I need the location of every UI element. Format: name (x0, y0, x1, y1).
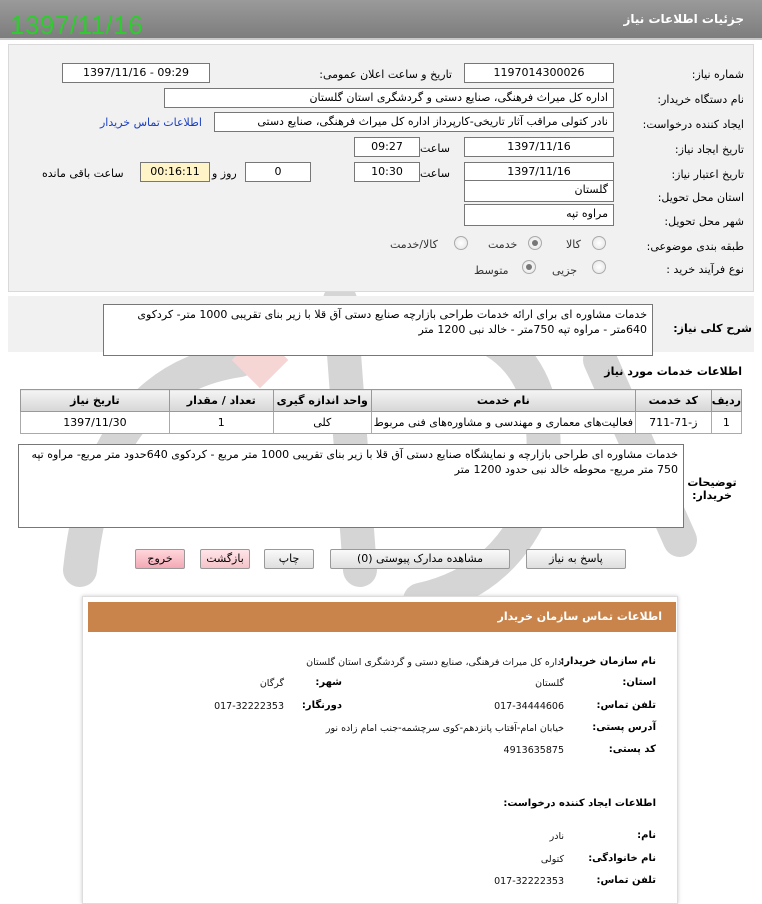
city-label-c: شهر: (315, 677, 342, 688)
date-stamp: 1397/11/16 (10, 10, 144, 40)
cell-unit: کلی (273, 412, 371, 434)
address-label: آدرس پستی: (592, 722, 656, 733)
created-date-label: تاریخ ایجاد نیاز: (674, 143, 744, 156)
created-time-label: ساعت (420, 142, 450, 155)
col-unit: واحد اندازه گیری (273, 390, 371, 412)
summary-text: خدمات مشاوره ای برای ارائه خدمات طراحی بازارچه صنایع دستی آق قلا با زیر بنای تقریبی 1000 متر- کردکوی 640متر - مراوه تپه 750متر - خالد نبی 1200 متر (103, 304, 653, 356)
buyer-notes-text: خدمات مشاوره ای طراحی بازارچه و نمایشگاه صنایع دستی آق قلا با زیر بنای تقریبی 1000 متر مربع - کردکوی 640حدود متر مربع- مراوه تپه 750 متر مربع- محوطه خالد نبی حدود 1200 متر (18, 444, 684, 528)
reply-button[interactable]: پاسخ به نیاز (526, 549, 626, 569)
postal-value: 4913635875 (503, 745, 564, 756)
cell-qty: 1 (169, 412, 273, 434)
contact-card-title: اطلاعات تماس سازمان خریدار (497, 610, 662, 623)
name-label: نام: (637, 830, 656, 841)
col-code: کد خدمت (635, 390, 711, 412)
summary-label: شرح کلی نیاز: (673, 322, 752, 335)
process-label: نوع فرآیند خرید : (666, 263, 744, 276)
province-field: گلستان (464, 180, 614, 202)
process-medium-radio[interactable] (522, 260, 536, 274)
cell-date: 1397/11/30 (21, 412, 170, 434)
col-qty: تعداد / مقدار (169, 390, 273, 412)
category-goods-text: کالا (566, 238, 581, 251)
address-value: خیابان امام-آفتاب پانزدهم-کوی سرچشمه-جنب امام زاده نور (325, 723, 564, 734)
category-label: طبقه بندی موضوعی: (646, 240, 744, 253)
creator-phone-value: 017-32222353 (494, 876, 564, 887)
services-header-row (21, 390, 742, 412)
services-table (20, 389, 742, 434)
cell-row: 1 (711, 412, 741, 434)
announce-field: 1397/11/16 - 09:29 (62, 63, 210, 83)
province-value-c: گلستان (535, 678, 564, 689)
creator-info-title: اطلاعات ایجاد کننده درخواست: (503, 798, 656, 809)
org-label: نام سازمان خریدار: (560, 656, 656, 667)
family-label: نام خانوادگی: (588, 853, 656, 864)
buyer-field: اداره کل میراث فرهنگی، صنایع دستی و گردشگری استان گلستان (164, 88, 614, 108)
days-field: 0 (245, 162, 311, 182)
announce-label: تاریخ و ساعت اعلان عمومی: (319, 68, 452, 81)
family-value: کتولی (540, 854, 564, 865)
contact-card-header (88, 602, 676, 632)
category-service-text: خدمت (488, 238, 518, 251)
validity-label: تاریخ اعتبار نیاز: (671, 168, 744, 181)
creator-field: نادر کتولی مراقب آثار تاریخی-کارپرداز اداره کل میراث فرهنگی، صنایع دستی (214, 112, 614, 132)
attachments-button[interactable]: مشاهده مدارک پیوستی (0) (330, 549, 510, 569)
org-value: اداره کل میراث فرهنگی، صنایع دستی و گردشگری استان گلستان (306, 657, 564, 668)
need-number-label: شماره نیاز: (691, 68, 744, 81)
process-minor-text: جزیی (552, 264, 578, 277)
city-value-c: گرگان (259, 678, 284, 689)
fax-label: دورنگار: (301, 700, 342, 711)
col-name: نام خدمت (371, 390, 635, 412)
services-title: اطلاعات خدمات مورد نیاز (604, 365, 742, 378)
phone-value: 017-34444606 (494, 701, 564, 712)
buyer-contact-link[interactable]: اطلاعات تماس خریدار (100, 116, 202, 129)
days-label: روز و (212, 167, 237, 180)
remaining-label: ساعت باقی مانده (42, 167, 124, 180)
category-both-radio[interactable] (454, 236, 468, 250)
validity-date-field: 1397/11/16 (464, 162, 614, 182)
table-row (21, 412, 742, 434)
col-date: تاریخ نیاز (21, 390, 170, 412)
cell-name: فعالیت‌های معماری و مهندسی و مشاوره‌های فنی مربوط (371, 412, 635, 434)
exit-button[interactable]: خروج (135, 549, 185, 569)
category-goods-radio[interactable] (592, 236, 606, 250)
buyer-label: نام دستگاه خریدار: (657, 93, 744, 106)
created-date-field: 1397/11/16 (464, 137, 614, 157)
phone-label: تلفن تماس: (596, 700, 656, 711)
cell-code: ز-71-711 (635, 412, 711, 434)
creator-label: ایجاد کننده درخواست: (642, 118, 744, 131)
process-medium-text: متوسط (474, 264, 509, 277)
name-value: نادر (549, 831, 564, 842)
validity-time-field: 10:30 (354, 162, 420, 182)
city-field: مراوه تپه (464, 204, 614, 226)
buyer-notes-label: توضیحات خریدار: (687, 476, 737, 502)
creator-phone-label: تلفن تماس: (596, 875, 656, 886)
need-number-field: 1197014300026 (464, 63, 614, 83)
postal-label: کد پستی: (608, 744, 656, 755)
province-label-c: استان: (622, 677, 656, 688)
back-button[interactable]: بازگشت (200, 549, 250, 569)
city-label: شهر محل تحویل: (664, 215, 744, 228)
validity-time-label: ساعت (420, 167, 450, 180)
page-title: جزئیات اطلاعات نیاز (623, 12, 744, 26)
fax-value: 017-32222353 (214, 701, 284, 712)
col-row: ردیف (711, 390, 741, 412)
category-both-text: کالا/خدمت (390, 238, 438, 251)
category-service-radio[interactable] (528, 236, 542, 250)
province-label: استان محل تحویل: (657, 191, 744, 204)
remaining-time-field: 00:16:11 (140, 162, 210, 182)
print-button[interactable]: چاپ (264, 549, 314, 569)
process-minor-radio[interactable] (592, 260, 606, 274)
created-time-field: 09:27 (354, 137, 420, 157)
